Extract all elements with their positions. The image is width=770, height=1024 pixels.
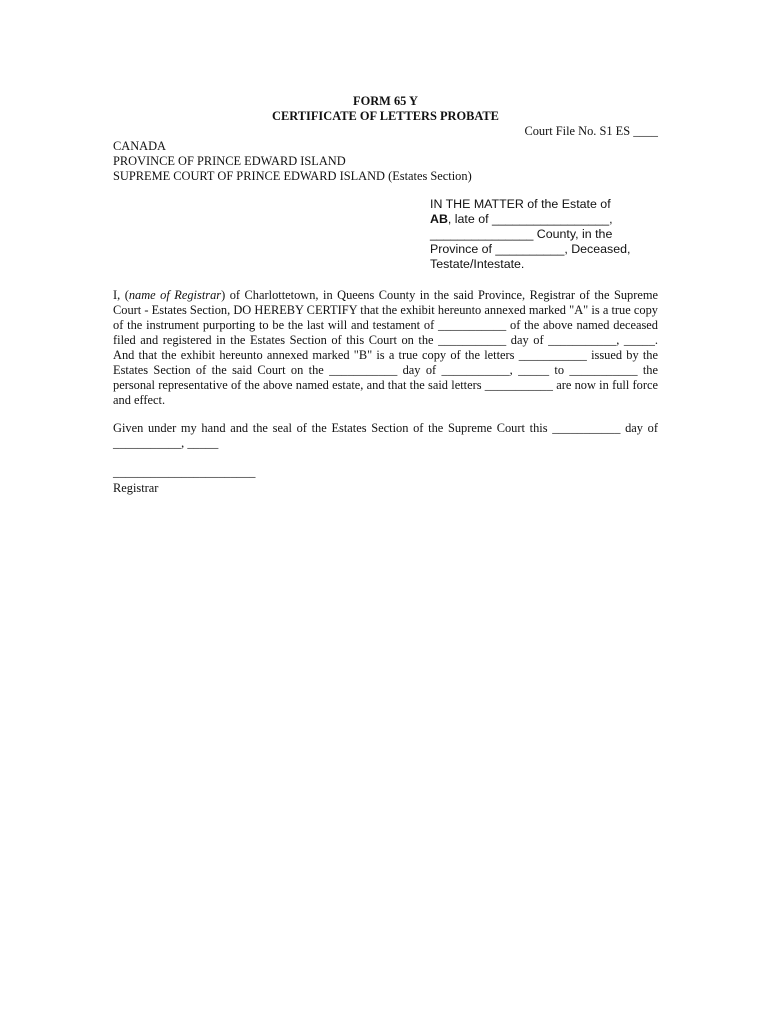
- certificate-title: CERTIFICATE OF LETTERS PROBATE: [272, 109, 499, 123]
- court-file-number: Court File No. S1 ES ____: [524, 124, 658, 138]
- header-province: PROVINCE OF PRINCE EDWARD ISLAND: [113, 154, 346, 168]
- given-under-hand: Given under my hand and the seal of the Estates Section of the Supreme Court this ___________ day of ___________, _____: [113, 421, 658, 450]
- form-number: FORM 65 Y: [353, 94, 418, 108]
- style-of-cause: [430, 197, 660, 272]
- matter-late-of: , late of _________________,: [447, 212, 613, 226]
- matter-line-2: [430, 212, 660, 227]
- matter-line-5: Testate/Intestate.: [430, 257, 525, 271]
- registrar-name-placeholder: name of Registrar: [128, 288, 222, 302]
- estate-initials: AB: [430, 212, 448, 226]
- certificate-intro: I, (: [113, 288, 129, 302]
- signature-label: Registrar: [113, 481, 159, 495]
- signature-line: _______________________: [113, 465, 256, 479]
- matter-line-3: _______________ County, in the: [430, 227, 613, 241]
- certificate-body: [113, 288, 658, 408]
- matter-line-4: Province of __________, Deceased,: [430, 242, 631, 256]
- header-court: SUPREME COURT OF PRINCE EDWARD ISLAND (Estates Section): [113, 169, 472, 183]
- matter-line-1: IN THE MATTER of the Estate of: [430, 197, 611, 211]
- header-country: CANADA: [113, 139, 167, 153]
- certificate-text: ) of Charlottetown, in Queens County in the said Province, Registrar of the Supreme Court - Estates Section, DO HEREBY CERTIFY that the exhibit hereunto annexed marked "A" is a true copy of the instrument purporting to be the last will and testament of ___________ of the above named deceased filed and registered in the Estates Section of this Court on the ___________ day of ___________, _____. And that the exhibit hereunto annexed marked "B" is a true copy of the letters ___________ issued by the Estates Section of the said Court on the ___________ day of ___________, _____ to ___________ the personal representative of the above named estate, and that the said letters ___________ are now in full force and effect.: [113, 288, 658, 407]
